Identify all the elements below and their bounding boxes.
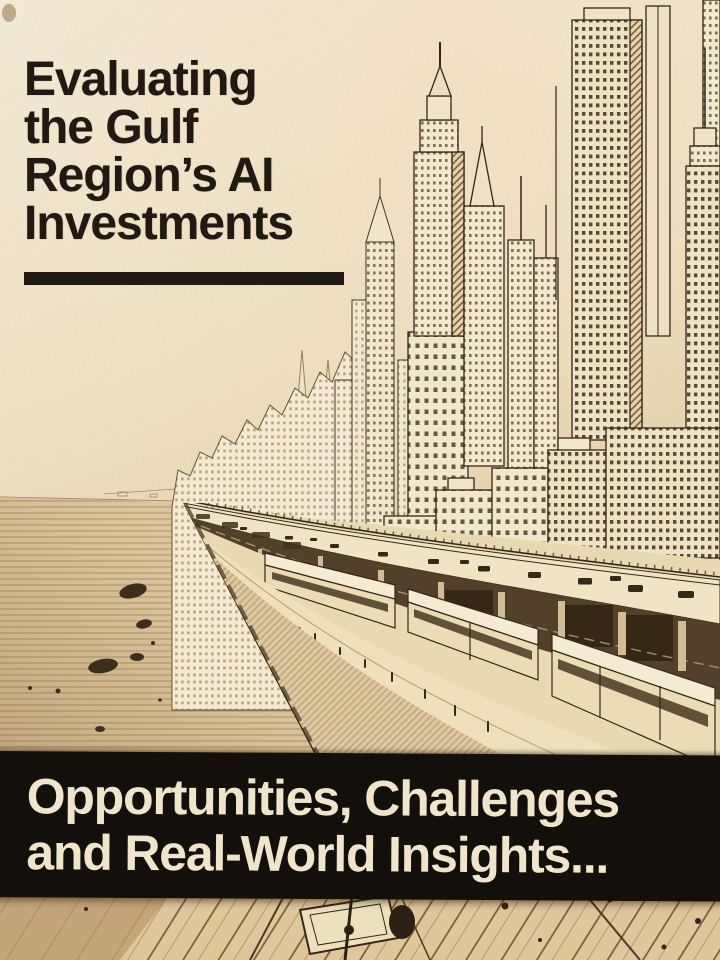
tall-tower bbox=[572, 8, 642, 440]
title-line-3: Region’s AI bbox=[24, 149, 274, 202]
title-line-2: the Gulf bbox=[24, 101, 198, 154]
title-underline bbox=[24, 272, 344, 285]
banner-line-2: and Real-World Insights... bbox=[26, 824, 609, 884]
title-line-1: Evaluating bbox=[24, 53, 257, 106]
poster-title bbox=[24, 53, 344, 285]
paper-smudge bbox=[2, 4, 16, 22]
bottom-banner bbox=[0, 751, 720, 902]
title-line-4: Investments bbox=[24, 197, 294, 250]
banner-line-1: Opportunities, Challenges bbox=[26, 768, 620, 828]
dock-planks bbox=[0, 894, 720, 960]
